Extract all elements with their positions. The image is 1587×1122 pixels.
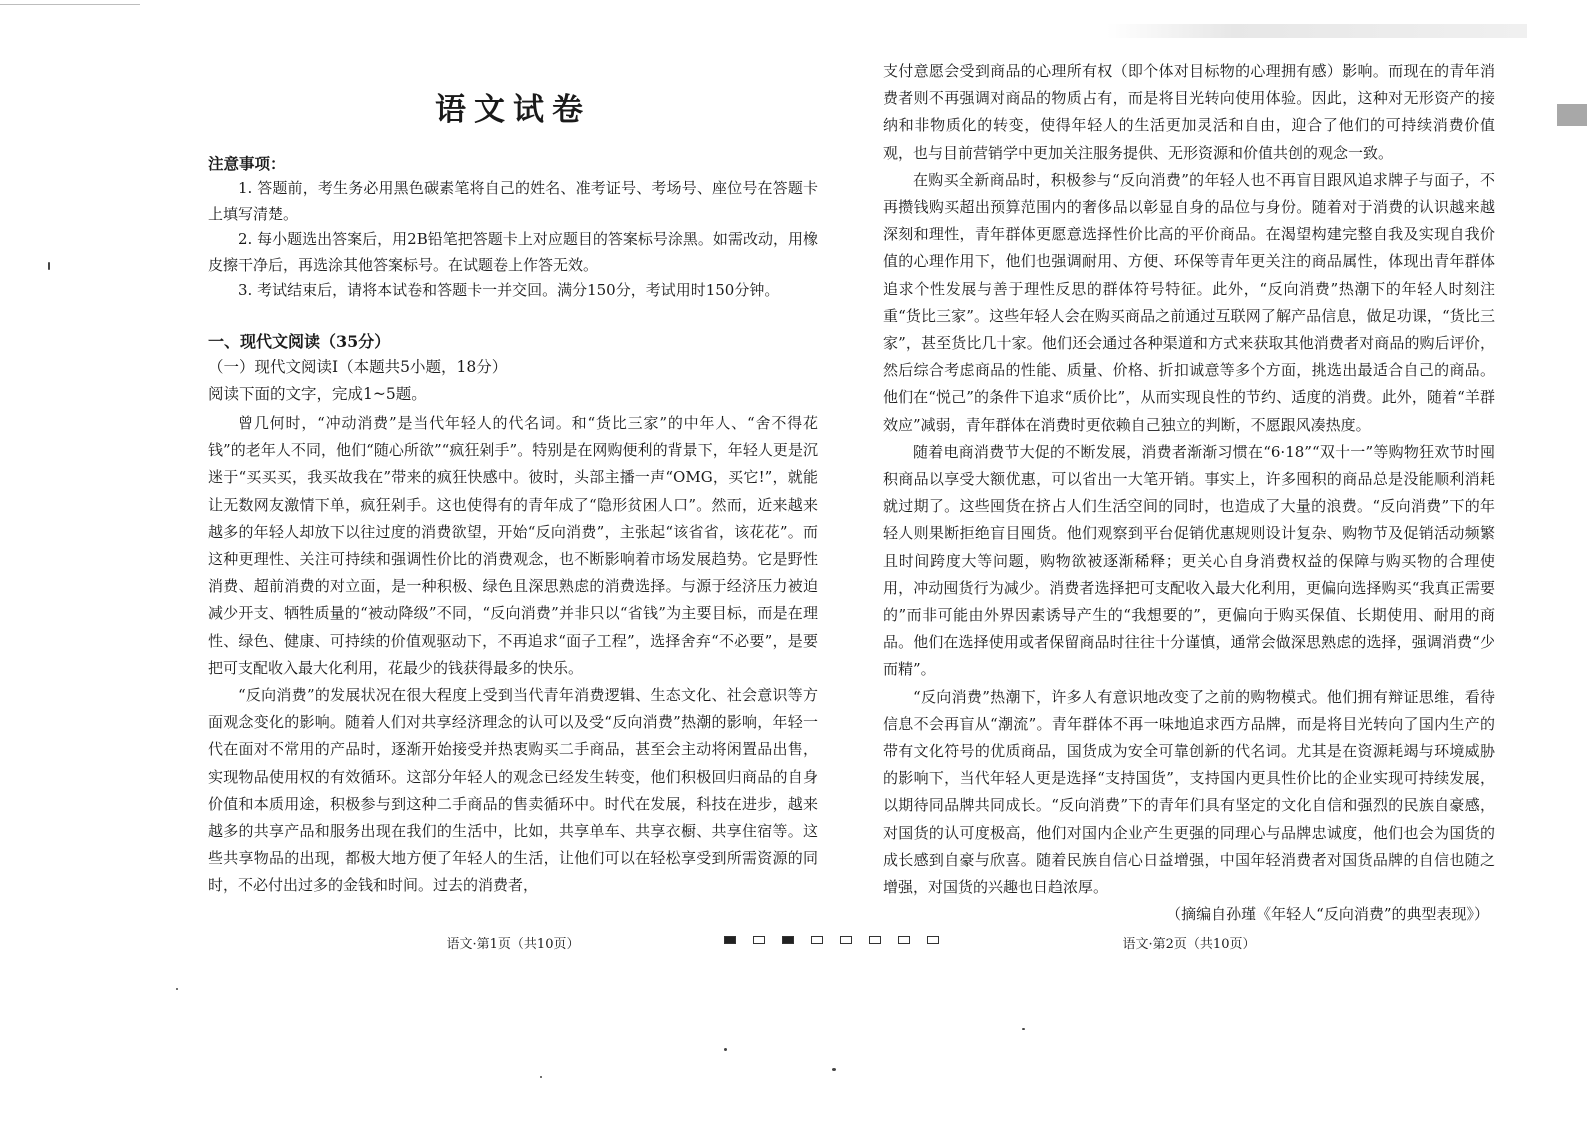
article-body-page-1 — [208, 410, 818, 900]
article-paragraph: 随着电商消费节大促的不断发展，消费者渐渐习惯在“6·18”“双十一”等购物狂欢节时囤积商品以享受大额优惠，可以省出一大笔开销。事实上，许多囤积的商品总是没能顺利消耗就过期了。这些囤货在挤占人们生活空间的同时，也造成了大量的浪费。“反向消费”下的年轻人则果断拒绝盲目囤货。他们观察到平台促销优惠规则设计复杂、购物节及促销活动频繁且时间跨度大等问题，购物欲被逐渐稀释；更关心自身消费权益的保障与购买物的合理使用，冲动囤货行为减少。消费者选择把可支配收入最大化利用，更偏向选择购买“我真正需要的”而非可能由外界因素诱导产生的“我想要的”，更偏向于购买保值、长期使用、耐用的商品。他们在选择使用或者保留商品时往往十分谨慎，通常会做深思熟虑的选择，强调消费“少而精”。 — [883, 442, 1495, 679]
scan-speck — [48, 262, 50, 270]
page-footer-2: 语文·第2页（共10页） — [1122, 937, 1256, 952]
article-paragraph: “反向消费”的发展状况在很大程度上受到当代青年消费逻辑、生态文化、社会意识等方面观念变化的影响。随着人们对共享经济理念的认可以及受“反向消费”热潮的影响，年轻一代在面对不常用的产品时，逐渐开始接受并热衷购买二手商品，甚至会主动将闲置品出售，实现物品使用权的有效循环。这部分年轻人的观念已经发生转变，他们积极回归商品的自身价值和本质用途，积极参与到这种二手商品的售卖循环中。时代在发展，科技在进步，越来越多的共享产品和服务出现在我们的生活中，比如，共享单车、共享衣橱、共享住宿等。这些共享物品的出现，都极大地方便了年轻人的生活，让他们可以在轻松享受到所需资源的同时，不必付出过多的金钱和时间。过去的消费者， — [208, 686, 818, 895]
notice-list — [208, 176, 818, 304]
scan-edge-line — [0, 4, 140, 5]
scan-speck — [832, 1068, 836, 1071]
article-source: （摘编自孙瑾《年轻人“反向消费”的典型表现》） — [1166, 905, 1489, 924]
scan-speck — [1022, 1028, 1025, 1030]
page-footer-1: 语文·第1页（共10页） — [446, 937, 580, 952]
notice-item: 3. 考试结束后，请将本试卷和答题卡一并交回。满分150分，考试用时150分钟。 — [238, 281, 780, 299]
article-paragraph-continued: 支付意愿会受到商品的心理所有权（即个体对目标物的心理拥有感）影响。而现在的青年消费者则不再强调对商品的物质占有，而是将目光转向使用体验。因此，这种对无形资产的接纳和非物质化的转变，使得年轻人的生活更加灵活和自由，迎合了他们的可持续消费价值观，也与目前营销学中更加关注服务提供、无形资源和价值共创的观念一致。 — [883, 62, 1495, 162]
scan-speck — [176, 988, 178, 990]
page-marker — [840, 936, 852, 944]
page-marker — [811, 936, 823, 944]
scan-smudge — [1107, 24, 1527, 38]
notice-item: 2. 每小题选出答案后，用2B铅笔把答题卡上对应题目的答案标号涂黑。如需改动，用橡皮擦干净后，再选涂其他答案标号。在试题卷上作答无效。 — [208, 230, 818, 274]
subsection-heading: （一）现代文阅读Ⅰ（本题共5小题，18分） — [208, 358, 508, 376]
article-paragraph: 在购买全新商品时，积极参与“反向消费”的年轻人也不再盲目跟风追求牌子与面子，不再攒钱购买超出预算范围内的奢侈品以彰显自身的品位与身份。随着对于消费的认识越来越深刻和理性，青年群体更愿意选择性价比高的平价商品。在渴望构建完整自我及实现自我价值的心理作用下，他们也强调耐用、方便、环保等青年更关注的商品属性，体现出青年群体追求个性发展与善于理性反思的群体符号特征。此外，“反向消费”热潮下的年轻人时刻注重“货比三家”。这些年轻人会在购买商品之前通过互联网了解产品信息，做足功课，“货比三家”，甚至货比几十家。他们还会通过各种渠道和方式来获取其他消费者对商品的购后评价，然后综合考虑商品的性能、质量、价格、折扣诚意等多个方面，挑选出最适合自己的商品。他们在“悦己”的条件下追求“质价比”，从而实现良性的节约、适度的消费。此外，随着“羊群效应”减弱，青年群体在消费时更依赖自己独立的判断，不愿跟风凑热度。 — [883, 170, 1495, 434]
reading-instruction: 阅读下面的文字，完成1~5题。 — [208, 385, 427, 403]
article-body-page-2 — [883, 58, 1495, 929]
section-heading: 一、现代文阅读（35分） — [208, 332, 391, 351]
article-paragraph: “反向消费”热潮下，许多人有意识地改变了之前的购物模式。他们拥有辩证思维，看待信息不会再盲从“潮流”。青年群体不再一味地追求西方品牌，而是将目光转向了国内生产的带有文化符号的优质商品，国货成为安全可靠创新的代名词。尤其是在资源耗竭与环境威胁的影响下，当代年轻人更是选择“支持国货”，支持国内更具性价比的企业实现可持续发展，以期待同品牌共同成长。“反向消费”下的青年们具有坚定的文化自信和强烈的民族自豪感，对国货的认可度极高，他们对国内企业产生更强的同理心与品牌忠诚度，他们也会为国货的成长感到自豪与欣喜。随着民族自信心日益增强，中国年轻消费者对国货品牌的自信也随之增强，对国货的兴趣也日趋浓厚。 — [883, 687, 1495, 897]
notice-heading: 注意事项： — [208, 154, 286, 173]
notice-item: 1. 答题前，考生务必用黑色碳素笔将自己的姓名、准考证号、考场号、座位号在答题卡上填写清楚。 — [208, 179, 818, 223]
page-marker — [869, 936, 881, 944]
page-marker — [782, 936, 794, 944]
scan-speck — [724, 1048, 727, 1051]
exam-title: 语文试卷 — [435, 92, 591, 128]
edge-tab-mark — [1557, 104, 1587, 126]
page-marker — [724, 936, 736, 944]
scan-speck — [540, 1076, 542, 1078]
article-paragraph: 曾几何时，“冲动消费”是当代年轻人的代名词。和“货比三家”的中年人、“舍不得花钱”的老年人不同，他们“随心所欲”“疯狂剁手”。特别是在网购便利的背景下，年轻人更是沉迷于“买买买，我买故我在”带来的疯狂快感中。彼时，头部主播一声“OMG，买它!”，就能让无数网友激情下单，疯狂剁手。这也使得有的青年成了“隐形贫困人口”。然而，近来越来越多的年轻人却放下以往过度的消费欲望，开始“反向消费”，主张起“该省省，该花花”。而这种更理性、关注可持续和强调性价比的消费观念，也不断影响着市场发展趋势。它是野性消费、超前消费的对立面，是一种积极、绿色且深思熟虑的消费选择。与源于经济压力被迫减少开支、牺牲质量的“被动降级”不同，“反向消费”并非只以“省钱”为主要目标，而是在理性、绿色、健康、可持续的价值观驱动下，不再追求“面子工程”，选择舍弃“不必要”，是要把可支配收入最大化利用，花最少的钱获得最多的快乐。 — [208, 414, 818, 677]
page-marker — [753, 936, 765, 944]
